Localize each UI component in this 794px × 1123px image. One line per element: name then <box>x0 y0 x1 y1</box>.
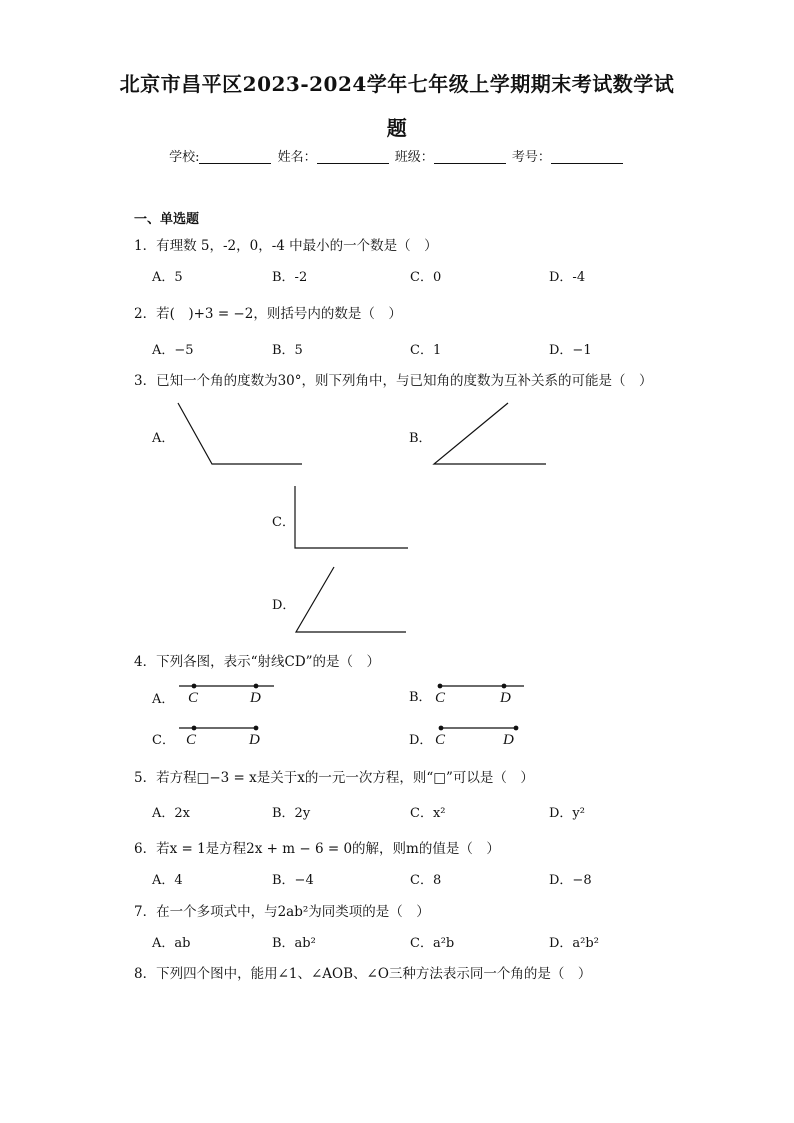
q4-option-a[interactable]: A． <box>152 692 175 707</box>
q4-option-b[interactable]: B． <box>409 690 432 705</box>
question-8: 8．下列四个图中，能用∠1、∠AOB、∠O三种方法表示同一个角的是（ ） <box>134 966 592 982</box>
q5-option-b[interactable]: B．2y <box>272 806 311 821</box>
q2-option-a[interactable]: A．−5 <box>152 343 194 358</box>
q1-option-a[interactable]: A．5 <box>152 270 183 285</box>
q4-option-c[interactable]: C． <box>152 733 175 748</box>
school-label: 学校: <box>169 150 200 165</box>
q4-a-point-d: D <box>250 690 261 706</box>
q6-option-c[interactable]: C．8 <box>410 873 442 888</box>
q3-option-d[interactable]: D． <box>272 598 296 613</box>
q3-angle-c-figure <box>290 482 414 554</box>
q6-option-a[interactable]: A．4 <box>152 873 183 888</box>
name-blank[interactable] <box>317 150 389 164</box>
class-blank[interactable] <box>434 150 506 164</box>
question-3: 3．已知一个角的度数为30°，则下列角中，与已知角的度数为互补关系的可能是（ ） <box>134 373 653 389</box>
q2-option-d[interactable]: D．−1 <box>549 343 592 358</box>
question-7: 7．在一个多项式中，与2ab²为同类项的是（ ） <box>134 904 430 920</box>
title-line-2: 题 <box>386 116 408 140</box>
section-heading: 一、单选题 <box>134 212 200 227</box>
q3-option-c[interactable]: C． <box>272 515 295 530</box>
q4-d-point-c: C <box>435 732 446 748</box>
q1-option-b[interactable]: B．-2 <box>272 270 308 285</box>
question-4: 4．下列各图，表示“射线CD”的是（ ） <box>134 654 381 670</box>
q3-angle-d-figure <box>290 562 414 636</box>
q3-angle-b-figure <box>428 398 552 470</box>
q5-option-d[interactable]: D．y² <box>549 806 585 821</box>
q5-option-a[interactable]: A．2x <box>152 806 190 821</box>
q4-a-point-c: C <box>188 690 199 706</box>
q7-option-c[interactable]: C．a²b <box>410 936 455 951</box>
school-blank[interactable] <box>199 150 271 164</box>
q7-option-b[interactable]: B．ab² <box>272 936 316 951</box>
student-info-row <box>0 146 794 165</box>
q3-angle-a-figure <box>170 398 310 470</box>
title-line-1: 北京市昌平区2023-2024学年七年级上学期期末考试数学试 <box>119 72 675 96</box>
q4-b-point-d: D <box>500 690 511 706</box>
q4-b-point-c: C <box>435 690 446 706</box>
question-1: 1．有理数 5，-2，0，-4 中最小的一个数是（ ） <box>134 238 438 254</box>
q4-option-d[interactable]: D． <box>409 733 433 748</box>
q4-c-point-d: D <box>249 732 260 748</box>
exam-no-blank[interactable] <box>551 150 623 164</box>
q1-option-c[interactable]: C．0 <box>410 270 442 285</box>
q6-option-d[interactable]: D．−8 <box>549 873 592 888</box>
exam-no-label: 考号： <box>511 150 551 165</box>
class-label: 班级： <box>394 150 434 165</box>
question-6: 6．若x = 1是方程2x + m − 6 = 0的解，则m的值是（ ） <box>134 841 500 857</box>
name-label: 姓名： <box>277 150 317 165</box>
q4-d-point-d: D <box>503 732 514 748</box>
question-2: 2．若( )+3 = −2，则括号内的数是（ ） <box>134 306 402 322</box>
q4-c-point-c: C <box>186 732 197 748</box>
q1-option-d[interactable]: D．-4 <box>549 270 586 285</box>
q5-option-c[interactable]: C．x² <box>410 806 446 821</box>
q7-option-a[interactable]: A．ab <box>152 936 191 951</box>
q2-option-b[interactable]: B．5 <box>272 343 303 358</box>
q6-option-b[interactable]: B．−4 <box>272 873 314 888</box>
q3-option-b[interactable]: B． <box>409 431 432 446</box>
question-5: 5．若方程□−3 = x是关于x的一元一次方程，则“□”可以是（ ） <box>134 770 534 786</box>
q7-option-d[interactable]: D．a²b² <box>549 936 599 951</box>
q2-option-c[interactable]: C．1 <box>410 343 442 358</box>
q3-option-a[interactable]: A． <box>152 431 175 446</box>
